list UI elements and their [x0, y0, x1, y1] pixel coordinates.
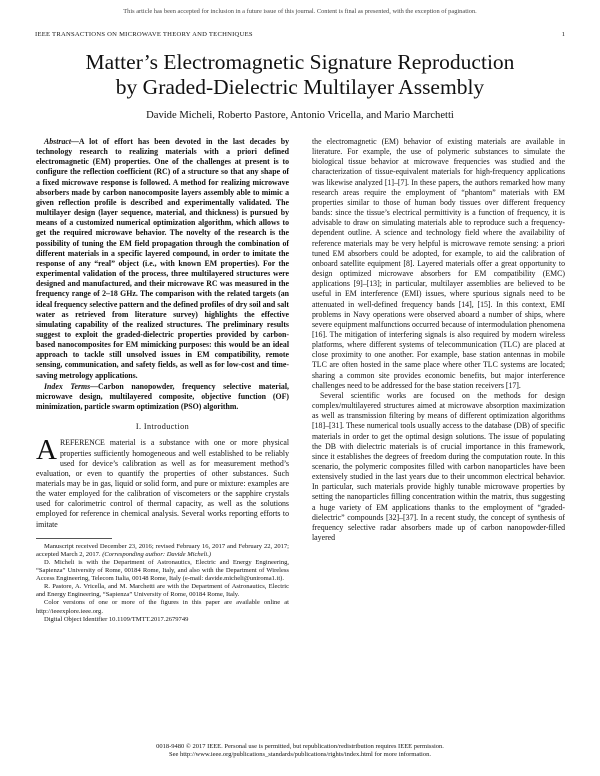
footnote-color-versions: Color versions of one or more of the figures in this paper are available online at http://ieeexplore.ieee.org.	[36, 599, 289, 615]
acceptance-notice: This article has been accepted for inclusion in a future issue of this journal. Content is final as presented, with the exception of pagination.	[123, 8, 477, 15]
right-column	[312, 137, 565, 543]
body-paragraph-1: the electromagnetic (EM) behavior of existing materials are available in literature. For example, the use of polymeric substances to simulate the biological tissue behavior at microwave frequencies was studied and the characterization of tissue-equivalent materials for high-frequency applications was likewise analyzed [1]–[7]. In these papers, the authors remarked how many research areas require the employment of “phantom” materials with EM properties similar to those of human body tissues over different frequency bands: since the tissue’s electrical permittivity is a function of frequency, it is advisable to draw on simulating materials able to reproduce such a frequency-dependent outline. A science and technology field where the availability of reference materials may be very helpful is microwave remote sensing: a priori tuned EM absorbers could be adopted, for example, to aid the calibration of onboard satellite equipment [8]. Layered materials offer a great opportunity to design optimized microwave absorbers for EM compatibility (EMC) applications [9]–[13]; in particular, multilayer assemblies are believed to be useful in EM interference (EMI) issues, where spurious signals need to be attenuated in well-defined frequency bands [14], [15]. In this context, EMI problems in Navy operations were observed aboard a number of ships, where severe equipment malfunctions occurred because of intermodulation phenomena [16]. The mitigation of interfering signals is also required by modern wireless platforms, where different systems of telecommunication (TLC) are placed at close proximity to one another. For example, base station antennas in mobile TLC are often hosted in the same place where other TLC systems are located; sharing a common site provides economic benefits, but major interference challenges need to be addressed for the base station receivers [17].	[312, 137, 565, 390]
footnote-divider	[36, 538, 112, 539]
index-terms-lead: Index Terms	[44, 381, 91, 391]
intro-text: REFERENCE material is a substance with one or more physical properties sufficiently homogeneous and well established to be reliably used for device’s calibration as well as for measurement method’s evaluation, or even to quantify the properties of other substances. Such materials may be in gas, liquid or solid form, and pure or mixture: examples are the water employed for the calibration of viscometers or the sapphire crystals used for calorimetric control of thermal capacity, as well as the solutions employed for reference in chemical analysis. Several works reporting efforts to imitate	[36, 438, 289, 529]
abstract-text: —A lot of effort has been devoted in the last decades by technology research to realizing materials with a priori defined electromagnetic (EM) properties. One of the challenges at present is to configure the reflection coefficient (RC) of a structure so that any shape of a fixed microwave response is followed. A method for realizing microwave absorbers made by carbon nanocomposite layers assembly able to mimic a given reflection profile is described and experimentally validated. The multilayer design (layer sequence, material, and thickness) is pursued by means of a customized numerical optimization algorithm, which allows to get the required microwave behavior. The novelty of the research is the possibility of tuning the EM field propagation through the combination of different materials in a specific layered compound, in order to imitate the response of any “real” object (i.e., with known EM properties). For the experimental validation of the process, three multilayered structures were designed and manufactured, and their microwave RC was measured in the frequency range of 2–18 GHz. The comparison with the related targets (an ideal frequency selective pattern and the defined profiles of dry soil and salt water as retrieved from literature survey) highlights the effective simulating capability of the realized structures. The preliminary results suggest to exploit the graded-dielectric properties provided by carbon-based nanocomposites for EM mimicking purposes: this would be an ideal approach to tackle still unsolved issues in EM compatibility, remote sensing, communication, and safety fields, as well as for low-cost and time-saving metrology applications.	[36, 137, 289, 380]
left-column	[36, 137, 289, 624]
section-heading-introduction: I. Introduction	[135, 422, 190, 432]
rights-link-line: See http://www.ieee.org/publications_standards/publications/rights/index.html for more information.	[169, 751, 431, 759]
copyright-line: 0018-9480 © 2017 IEEE. Personal use is permitted, but republication/redistribution requires IEEE permission.	[156, 743, 444, 750]
title-line-1: Matter’s Electromagnetic Signature Reproduction	[85, 50, 515, 74]
page-number: 1	[561, 31, 565, 38]
footnote-affiliation-micheli: D. Micheli is with the Department of Astronautics, Electric and Energy Engineering, “Sapienza” University of Rome, 00184 Rome, Italy, and also with the Department of Wireless Access Engineering, Telecom Italia, 00148 Rome, Italy (e-mail: davide.micheli@uniroma1.it).	[36, 558, 289, 583]
footnotes	[36, 543, 289, 624]
author-list: Davide Micheli, Roberto Pastore, Antonio Vricella, and Mario Marchetti	[146, 110, 454, 121]
journal-name: IEEE TRANSACTIONS ON MICROWAVE THEORY AND TECHNIQUES	[35, 31, 253, 38]
intro-paragraph	[36, 434, 289, 529]
abstract-lead: Abstract	[44, 137, 72, 146]
footnote-affiliation-others: R. Pastore, A. Vricella, and M. Marchetti are with the Department of Astronautics, Electric and Energy Engineering, “Sapienza” University of Rome, 00184 Rome, Italy.	[36, 583, 289, 599]
title-line-2: by Graded-Dielectric Multilayer Assembly	[115, 75, 485, 99]
abstract	[36, 137, 289, 381]
index-terms-text: —Carbon nanopowder, frequency selective material, microwave design, multilayered composite, objective function (OF) minimization, particle swarm optimization (PSO) algorithm.	[36, 381, 289, 412]
footnote-manuscript: Manuscript received December 23, 2016; revised February 16, 2017 and February 22, 2017; accepted March 2, 2017. (Corresponding author: Davide Micheli.)	[36, 542, 289, 558]
footnote-doi: Digital Object Identifier 10.1109/TMTT.2017.2679749	[44, 615, 189, 623]
paper-title	[30, 50, 570, 100]
copyright-footer	[0, 743, 600, 759]
body-paragraph-2: Several scientific works are focused on the methods for design complex/multilayered structures aimed at microwave absorption maximization as well as transmission filtering by means of different optimization algorithms [18]–[31]. These numerical tools usually access to the database (DB) of specific materials in order to get the optimal design solutions. The issue of populating the DB with dielectric materials is of crucial importance in this framework, since it establishes the degrees of freedom during the computation route. In this scenario, the polymeric composites filled with carbon nanoparticles have been extensively studied in the last years due to their uncommon electrical behavior. In particular, such materials provide highly tunable microwave properties by setting the nanoparticles filling concentration within the matrix, thus suggesting a huge variety of EM applications thanks to the employment of “graded-dielectric” compounds [32]–[37]. In a recent study, the concept of synthesis of frequency selective radar absorbers made up of carbon nanopowder-filled layered	[312, 390, 565, 543]
drop-cap: A	[36, 434, 57, 467]
index-terms	[36, 382, 289, 412]
